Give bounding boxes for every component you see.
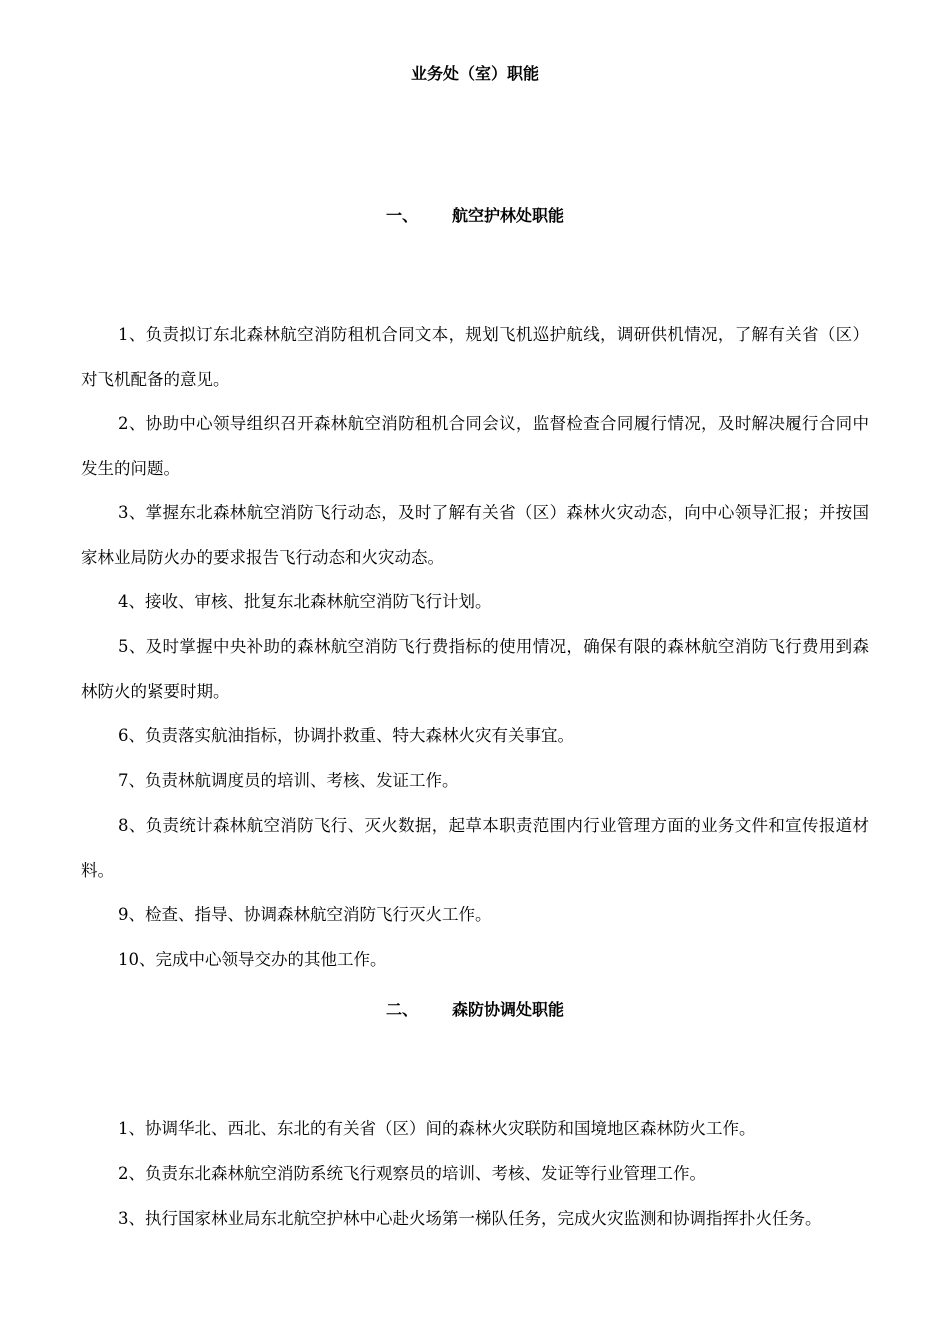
document-title: 业务处（室）职能 — [410, 64, 539, 83]
section-2-item-2: 2、负责东北森林航空消防系统飞行观察员的培训、考核、发证等行业管理工作。 — [118, 1164, 706, 1183]
section-2-heading — [0, 998, 950, 1022]
section-2-title: 森防协调处职能 — [451, 1000, 564, 1019]
section-1-item-1: 1、负责拟订东北森林航空消防租机合同文本，规划飞机巡护航线，调研供机情况，了解有关省（区）对飞机配备的意见。 — [81, 325, 869, 389]
section-1-item-9: 9、检查、指导、协调森林航空消防飞行灭火工作。 — [118, 905, 492, 924]
section-2-item-1: 1、协调华北、西北、东北的有关省（区）间的森林火灾联防和国境地区森林防火工作。 — [118, 1119, 756, 1138]
section-1-item-8: 8、负责统计森林航空消防飞行、灭火数据，起草本职责范围内行业管理方面的业务文件和宣传报道材料。 — [81, 816, 869, 880]
section-1-item-6: 6、负责落实航油指标，协调扑救重、特大森林火灾有关事宜。 — [118, 726, 574, 745]
section-2-number: 二、 — [385, 1000, 418, 1019]
section-2-item-3: 3、执行国家林业局东北航空护林中心赴火场第一梯队任务，完成火灾监测和协调指挥扑火任务。 — [118, 1209, 822, 1228]
section-1-title: 航空护林处职能 — [451, 206, 564, 225]
section-1-item-4: 4、接收、审核、批复东北森林航空消防飞行计划。 — [118, 592, 492, 611]
section-1-item-3: 3、掌握东北森林航空消防飞行动态，及时了解有关省（区）森林火灾动态，向中心领导汇报；并按国家林业局防火办的要求报告飞行动态和火灾动态。 — [81, 503, 869, 567]
section-1-number: 一、 — [385, 206, 418, 225]
section-1-item-7: 7、负责林航调度员的培训、考核、发证工作。 — [118, 771, 459, 790]
section-1-heading — [0, 204, 950, 228]
section-1-item-10: 10、完成中心领导交办的其他工作。 — [118, 950, 387, 969]
section-1-item-5: 5、及时掌握中央补助的森林航空消防飞行费指标的使用情况，确保有限的森林航空消防飞行费用到森林防火的紧要时期。 — [81, 637, 869, 701]
section-1-item-2: 2、协助中心领导组织召开森林航空消防租机合同会议，监督检查合同履行情况，及时解决履行合同中发生的问题。 — [81, 414, 869, 478]
